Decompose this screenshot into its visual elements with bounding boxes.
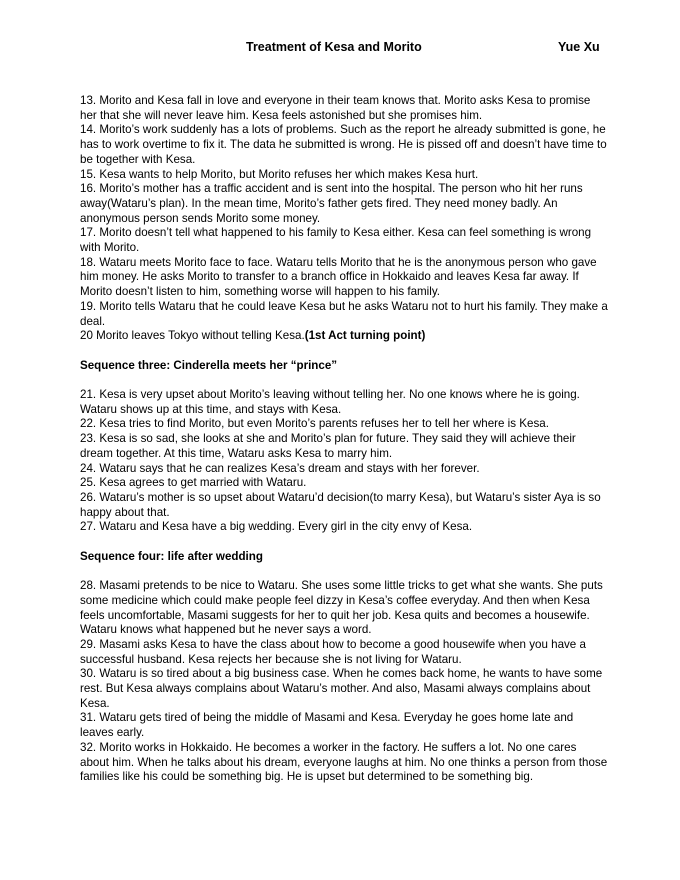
sequence-three-heading: Sequence three: Cinderella meets her “prince” [80,358,338,372]
list-item: 27. Wataru and Kesa have a big wedding. Every girl in the city envy of Kesa. [80,520,473,534]
list-item: 19. Morito tells Wataru that he could leave Kesa but he asks Wataru not to hurt his family. They make a deal. [80,299,608,328]
document-title: Treatment of Kesa and Morito [246,40,422,54]
list-item: 22. Kesa tries to find Morito, but even Morito’s parents refuses her to tell her where is Kesa. [80,417,549,431]
spacer [80,373,608,388]
list-item: 29. Masami asks Kesa to have the class about how to become a good housewife when you have a successful husband. Kesa rejects her because she is not living for Wataru. [80,637,586,666]
item-20-text: 20 Morito leaves Tokyo without telling Kesa. [80,329,305,343]
list-item: 14. Morito’s work suddenly has a lots of problems. Such as the report he already submitted is gone, he has to work overtime to fix it. The data he submitted is wrong. He is pissed off and doesn’t have time to be together with Kesa. [80,123,607,166]
list-item: 32. Morito works in Hokkaido. He becomes a worker in the factory. He suffers a lot. No one cares about him. When he talks about his dream, everyone laughs at him. No one thinks a person from those families like his could be something big. He is upset but determined to be something big. [80,740,608,784]
spacer [80,344,608,359]
turning-point-label: (1st Act turning point) [304,329,426,343]
list-item: 17. Morito doesn’t tell what happened to his family to Kesa either. Kesa can feel something is wrong with Morito. [80,226,592,255]
spacer [80,535,608,550]
list-item: 21. Kesa is very upset about Morito’s leaving without telling her. No one knows where he is going. Wataru shows up at this time, and stays with Kesa. [80,388,580,416]
list-item: 15. Kesa wants to help Morito, but Morito refuses her which makes Kesa hurt. [80,167,479,181]
list-item: 28. Masami pretends to be nice to Wataru. She uses some little tricks to get what she wants. She puts some medicine which could make people feel dizzy in Kesa’s coffee everyday. And then when Kesa feels uncomfortable, Masami suggests for her to quit her job. Kesa quits and becomes a housewife. Wataru knows what happened but he never says a word. [80,579,603,637]
document-body [80,94,608,785]
spacer [80,564,608,579]
list-item: 13. Morito and Kesa fall in love and everyone in their team knows that. Morito asks Kesa to promise her that she will never leave him. Kesa feels astonished but she promises him. [80,94,591,122]
list-item: 23. Kesa is so sad, she looks at she and Morito’s plan for future. They said they will achieve their dream together. At this time, Wataru asks Kesa to marry him. [80,432,576,460]
list-item: 26. Wataru’s mother is so upset about Wataru’d decision(to marry Kesa), but Wataru’s sister Aya is so happy about that. [80,490,601,519]
list-item: 31. Wataru gets tired of being the middle of Masami and Kesa. Everyday he goes home late and leaves early. [80,711,574,740]
list-item: 25. Kesa agrees to get married with Wataru. [80,476,307,490]
sequence-four-heading: Sequence four: life after wedding [80,549,263,563]
list-item: 24. Wataru says that he can realizes Kesa’s dream and stays with her forever. [80,461,480,475]
list-item: 16. Morito’s mother has a traffic accident and is sent into the hospital. The person who hit her runs away(Wataru’s plan). In the mean time, Morito’s father gets fired. They need money badly. An anonymous person sends Morito some money. [80,182,583,225]
document-author: Yue Xu [558,40,600,54]
page-header [0,40,680,60]
list-item-20 [80,329,608,344]
list-item: 30. Wataru is so tired about a big business case. When he comes back home, he wants to have some rest. But Kesa always complains about Wataru’s mother. And also, Masami always complains about Kesa. [80,667,603,710]
list-item: 18. Wataru meets Morito face to face. Wataru tells Morito that he is the anonymous person who gave him money. He asks Morito to transfer to a branch office in Hokkaido and leaves Kesa far away. If Morito doesn’t listen to him, something worse will happen to his family. [80,255,597,299]
